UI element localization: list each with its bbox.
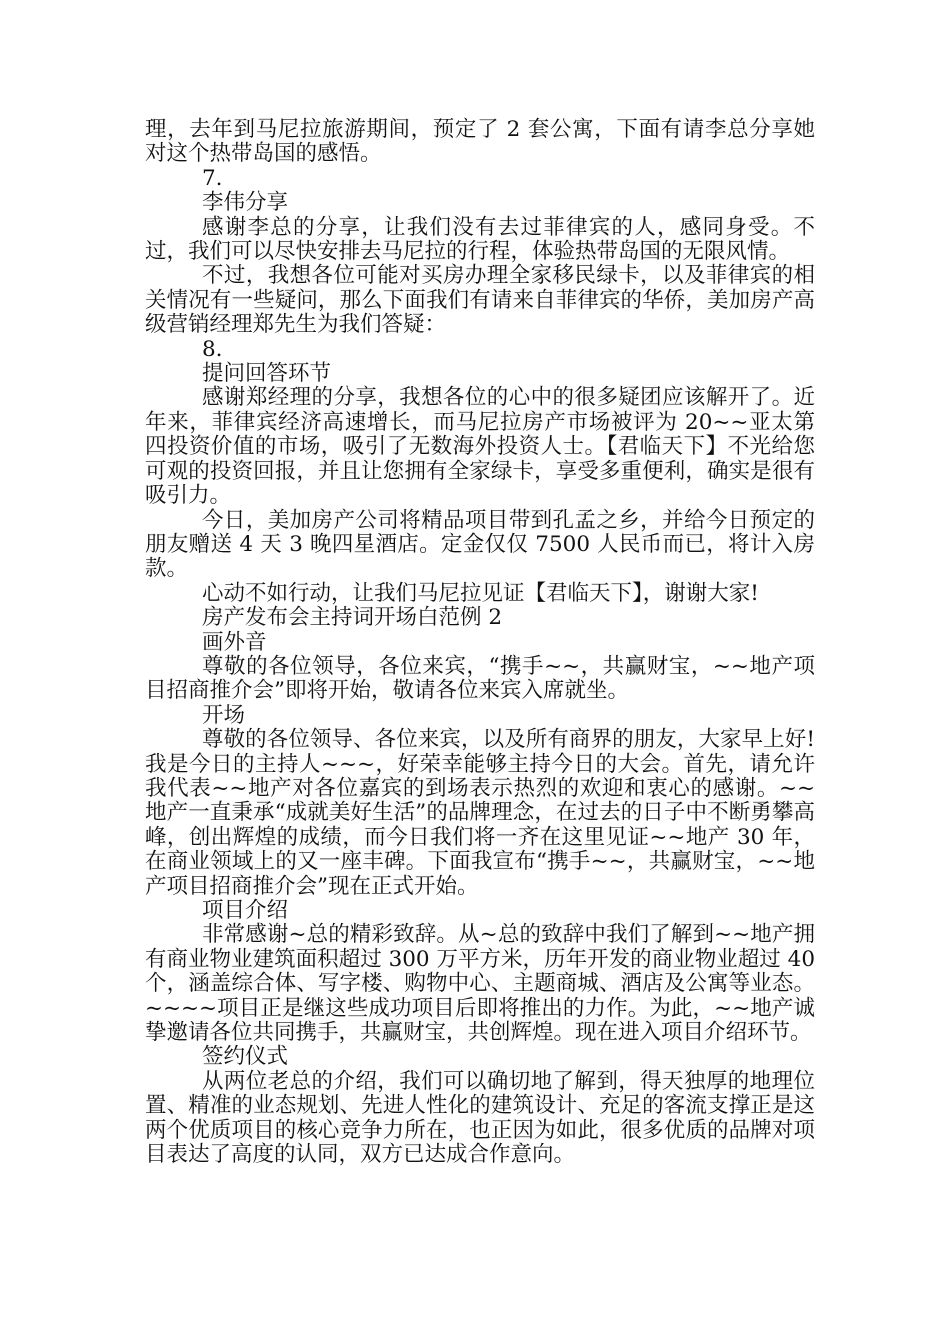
section-number: 7.	[202, 165, 223, 191]
section-heading: 画外音	[202, 629, 267, 655]
section-heading: 提问回答环节	[202, 361, 332, 387]
body-paragraph: 理，去年到马尼拉旅游期间，预定了 2 套公寓，下面有请李总分享她对这个热带岛国的感悟。	[145, 117, 815, 167]
body-paragraph: 感谢李总的分享，让我们没有去过菲律宾的人，感同身受。不过，我们可以尽快安排去马尼拉的行程，体验热带岛国的无限风情。	[145, 214, 815, 265]
section-heading: 李伟分享	[202, 190, 289, 216]
body-paragraph: 尊敬的各位领导，各位来宾，“携手~~，共赢财宝，~~地产项目招商推介会”即将开始，敬请各位来宾入席就坐。	[145, 653, 815, 704]
section-number: 8.	[202, 336, 223, 362]
section-heading: 开场	[202, 702, 246, 728]
section-heading: 项目介绍	[202, 898, 289, 923]
example-title: 房产发布会主持词开场白范例 2	[202, 605, 503, 631]
body-paragraph: 心动不如行动，让我们马尼拉见证【君临天下】，谢谢大家!	[202, 580, 759, 606]
body-paragraph: 感谢郑经理的分享，我想各位的心中的很多疑团应该解开了。近年来，菲律宾经济高速增长，而马尼拉房产市场被评为 20~~亚太第四投资价值的市场，吸引了无数海外投资人士。【君临天下】不光给您可观的投资回报，并且让您拥有全家绿卡，享受多重便利，确实是很有吸引力。	[145, 385, 815, 509]
body-paragraph: 非常感谢~总的精彩致辞。从~总的致辞中我们了解到~~地产拥有商业物业建筑面积超过 300 万平方米，历年开发的商业物业超过 40 个，涵盖综合体、写字楼、购物中心、主题商城、酒店及公寓等业态。~~~~项目正是继这些成功项目后即将推出的力作。为此，~~地产诚挚邀请各位共同携手，共赢财宝，共创辉煌。现在进入项目介绍环节。	[145, 922, 815, 1046]
body-paragraph: 今日，美加房产公司将精品项目带到孔孟之乡，并给今日预定的朋友赠送 4 天 3 晚四星酒店。定金仅仅 7500 人民币而已，将计入房款。	[145, 507, 815, 582]
body-paragraph: 不过，我想各位可能对买房办理全家移民绿卡，以及菲律宾的相关情况有一些疑问，那么下面我们有请来自菲律宾的华侨，美加房产高级营销经理郑先生为我们答疑：	[145, 263, 815, 338]
body-paragraph: 尊敬的各位领导、各位来宾，以及所有商界的朋友，大家早上好!我是今日的主持人~~~，好荣幸能够主持今日的大会。首先，请允许我代表~~地产对各位嘉宾的到场表示热烈的欢迎和衷心的感谢。~~地产一直秉承“成就美好生活”的品牌理念，在过去的日子中不断勇攀高峰，创出辉煌的成绩，而今日我们将一齐在这里见证~~地产 30 年，在商业领域上的又一座丰碑。下面我宣布“携手~~，共赢财宝，~~地产项目招商推介会”现在正式开始。	[145, 727, 815, 899]
document-body	[145, 118, 815, 1167]
section-heading: 签约仪式	[202, 1044, 289, 1070]
body-paragraph: 从两位老总的介绍，我们可以确切地了解到，得天独厚的地理位置、精准的业态规划、先进人性化的建筑设计、充足的客流支撑正是这两个优质项目的核心竞争力所在，也正因为如此，很多优质的品牌对项目表达了高度的认同，双方已达成合作意向。	[145, 1068, 815, 1168]
